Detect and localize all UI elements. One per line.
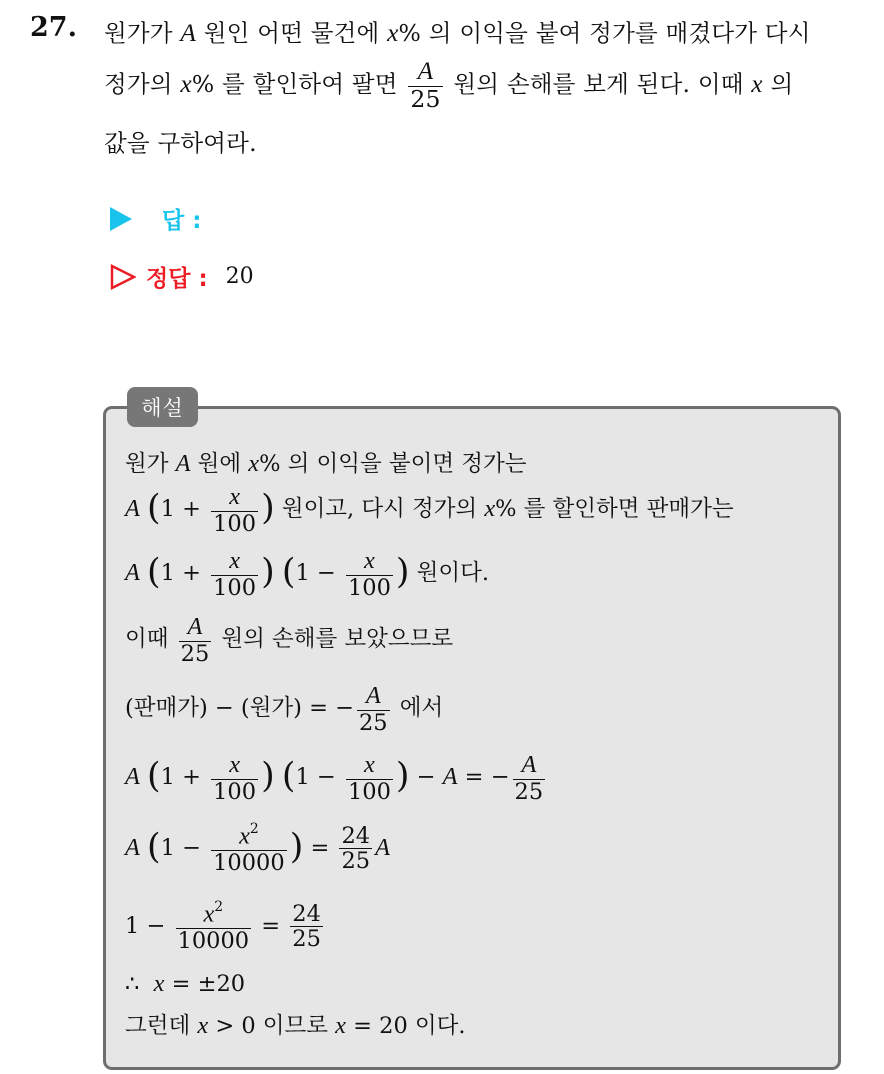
problem-number: 27. bbox=[30, 12, 77, 43]
question-line-1: 원가가 A 원인 어떤 물건에 x% 의 이익을 붙여 정가를 매겼다가 다시 bbox=[104, 19, 811, 47]
correct-answer-label: 정답 : bbox=[146, 266, 208, 292]
solution-line-3: A (1 + $\frac{x}{100}$ ) (1 − $\frac{x}{100}$ ) 원이다. bbox=[125, 547, 490, 601]
correct-answer-row bbox=[110, 260, 254, 293]
solution-line-5: (판매가) − (원가) = − $\frac{A}{25}$ 에서 bbox=[125, 682, 444, 736]
play-icon bbox=[110, 207, 132, 231]
solution-line-10: 그런데 x > 0 이므로 x = 20 이다. bbox=[125, 1012, 466, 1039]
solution-line-7: A (1 − $\frac{x^2}{10000}$ ) = $\frac{24}{25}$ A bbox=[125, 821, 390, 877]
question-line-2: 정가의 x% 를 할인하여 팔면 $\frac{A}{25}$ 원의 손해를 보게 된다. 이때 x 의 bbox=[104, 57, 794, 113]
fraction-a-over-25: $\frac{A}{25}$ bbox=[410, 57, 441, 113]
solution-tab: 해설 bbox=[127, 387, 198, 427]
solution-line-8: 1 − $\frac{x^2}{10000}$ = $\frac{24}{25}$ bbox=[125, 899, 321, 955]
solution-line-6: A (1 + $\frac{x}{100}$ ) (1 − $\frac{x}{100}$ ) − A = − $\frac{A}{25}$ bbox=[125, 751, 544, 805]
solution-line-4: 이때 $\frac{A}{25}$ 원의 손해를 보았으므로 bbox=[125, 613, 454, 667]
answer-label: 답 : bbox=[162, 208, 202, 234]
solution-line-1: 원가 A 원에 x% 의 이익을 붙이면 정가는 bbox=[125, 450, 527, 477]
answer-row bbox=[110, 202, 201, 235]
correct-answer-value: 20 bbox=[225, 264, 254, 289]
solution-line-9: ∴ x = ±20 bbox=[125, 970, 246, 997]
play-outline-icon bbox=[110, 264, 136, 290]
question-line-3: 값을 구하여라. bbox=[104, 129, 257, 157]
solution-line-2: A (1 + $\frac{x}{100}$ ) 원이고, 다시 정가의 x% 를 할인하면 판매가는 bbox=[125, 483, 734, 537]
